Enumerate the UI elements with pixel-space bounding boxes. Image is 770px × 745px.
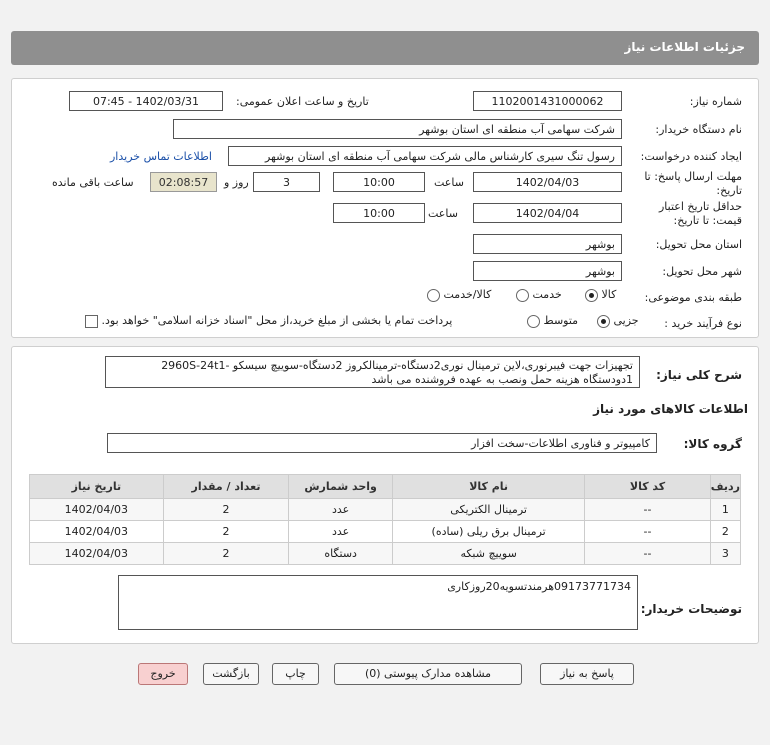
cell-qty: 2 xyxy=(163,521,289,543)
purchase-medium-label: متوسط xyxy=(543,314,579,327)
deadline-time-field: 10:00 xyxy=(333,172,425,192)
col-row: ردیف xyxy=(710,475,740,499)
category-service-label: خدمت xyxy=(532,288,562,301)
cell-unit: عدد xyxy=(289,499,393,521)
description-line-1: تجهیزات جهت فیبرنوری،لاین ترمینال نوری2دستگاه-ترمینالکروز 2دستگاه-سوییچ سیسکو -2960S-24t1 xyxy=(161,359,633,372)
province-field: بوشهر xyxy=(473,234,622,254)
reply-button[interactable]: پاسخ به نیاز xyxy=(540,663,634,685)
treasury-payment-note: پرداخت تمام یا بخشی از مبلغ خرید،از محل "اسناد خزانه اسلامی" خواهد بود. xyxy=(101,314,453,327)
exit-button[interactable]: خروج xyxy=(138,663,188,685)
cell-name: ترمینال برق ریلی (ساده) xyxy=(392,521,584,543)
description-label: شرح کلی نیاز: xyxy=(656,368,742,382)
cell-row: 2 xyxy=(710,521,740,543)
remaining-label: ساعت باقی مانده xyxy=(52,176,134,189)
category-option-service[interactable] xyxy=(516,288,562,302)
goods-table xyxy=(29,474,741,565)
category-goods-label: کالا xyxy=(601,288,617,301)
purchase-minor-label: جزیی xyxy=(613,314,639,327)
city-field: بوشهر xyxy=(473,261,622,281)
buyer-field: شرکت سهامی آب منطقه ای استان بوشهر xyxy=(173,119,622,139)
buyer-label: نام دستگاه خریدار: xyxy=(655,123,742,136)
announce-label: تاریخ و ساعت اعلان عمومی: xyxy=(236,95,369,108)
table-row xyxy=(30,499,741,521)
description-box xyxy=(105,356,640,388)
purchase-type-label: نوع فرآیند خرید : xyxy=(664,317,742,330)
cell-name: سوییچ شبکه xyxy=(392,543,584,565)
col-unit: واحد شمارش xyxy=(289,475,393,499)
goods-section-title: اطلاعات کالاهای مورد نیاز xyxy=(593,402,748,416)
cell-date: 1402/04/03 xyxy=(30,521,164,543)
table-row xyxy=(30,521,741,543)
validity-date-field: 1402/04/04 xyxy=(473,203,622,223)
remaining-time-field: 02:08:57 xyxy=(150,172,217,192)
creator-label: ایجاد کننده درخواست: xyxy=(640,150,742,163)
col-qty: تعداد / مقدار xyxy=(163,475,289,499)
city-label: شهر محل تحویل: xyxy=(662,265,742,278)
validity-time-label: ساعت xyxy=(428,207,458,220)
deadline-label-2: تاریخ: xyxy=(716,184,742,197)
cell-date: 1402/04/03 xyxy=(30,499,164,521)
purchase-option-minor[interactable] xyxy=(597,314,639,328)
category-option-both[interactable] xyxy=(427,288,491,302)
days-label: روز و xyxy=(224,176,249,189)
print-button[interactable]: چاپ xyxy=(272,663,319,685)
deadline-time-label: ساعت xyxy=(434,176,464,189)
days-field: 3 xyxy=(253,172,320,192)
category-both-label: کالا/خدمت xyxy=(443,288,492,301)
cell-code: -- xyxy=(585,543,711,565)
cell-code: -- xyxy=(585,521,711,543)
cell-unit: دستگاه xyxy=(289,543,393,565)
cell-row: 1 xyxy=(710,499,740,521)
col-code: کد کالا xyxy=(585,475,711,499)
announce-field: 1402/03/31 - 07:45 xyxy=(69,91,223,111)
treasury-payment-checkbox[interactable] xyxy=(85,315,98,328)
description-line-2: 1دودستگاه هزینه حمل ونصب به عهده فروشنده می باشد xyxy=(371,373,633,386)
table-row xyxy=(30,543,741,565)
buyer-notes-text: 09173771734هرمندتسویه20روزکاری xyxy=(447,580,631,593)
deadline-label-1: مهلت ارسال پاسخ: تا xyxy=(644,170,742,183)
validity-label-2: قیمت: تا تاریخ: xyxy=(673,214,742,227)
need-number-label: شماره نیاز: xyxy=(689,95,742,108)
category-both-radio[interactable] xyxy=(427,289,440,302)
category-goods-radio[interactable] xyxy=(585,289,598,302)
cell-row: 3 xyxy=(710,543,740,565)
goods-group-label: گروه کالا: xyxy=(683,437,742,451)
validity-label-1: حداقل تاریخ اعتبار xyxy=(658,200,742,213)
cell-qty: 2 xyxy=(163,499,289,521)
goods-group-field: کامپیوتر و فناوری اطلاعات-سخت افزار xyxy=(107,433,657,453)
cell-unit: عدد xyxy=(289,521,393,543)
cell-name: ترمینال الکتریکی xyxy=(392,499,584,521)
contact-buyer-link[interactable]: اطلاعات تماس خریدار xyxy=(110,150,212,163)
validity-time-field: 10:00 xyxy=(333,203,425,223)
category-label: طبقه بندی موضوعی: xyxy=(644,291,742,304)
creator-field: رسول تنگ سیری کارشناس مالی شرکت سهامی آب منطقه ای استان بوشهر xyxy=(228,146,622,166)
goods-table-header xyxy=(30,475,741,499)
cell-qty: 2 xyxy=(163,543,289,565)
province-label: استان محل تحویل: xyxy=(655,238,742,251)
category-option-goods[interactable] xyxy=(585,288,616,302)
buyer-notes-label: توضیحات خریدار: xyxy=(640,602,742,616)
purchase-medium-radio[interactable] xyxy=(527,315,540,328)
page-title-bar xyxy=(11,31,759,65)
treasury-payment-option[interactable] xyxy=(85,314,452,328)
cell-code: -- xyxy=(585,499,711,521)
need-number-field: 1102001431000062 xyxy=(473,91,622,111)
cell-date: 1402/04/03 xyxy=(30,543,164,565)
deadline-date-field: 1402/04/03 xyxy=(473,172,622,192)
page-title: جزئیات اطلاعات نیاز xyxy=(624,40,745,54)
category-service-radio[interactable] xyxy=(516,289,529,302)
back-button[interactable]: بازگشت xyxy=(203,663,259,685)
col-date: تاریخ نیاز xyxy=(30,475,164,499)
purchase-option-medium[interactable] xyxy=(527,314,578,328)
attachments-button[interactable]: مشاهده مدارک پیوستی (0) xyxy=(334,663,522,685)
purchase-minor-radio[interactable] xyxy=(597,315,610,328)
buyer-notes-box xyxy=(118,575,638,630)
col-name: نام کالا xyxy=(392,475,584,499)
